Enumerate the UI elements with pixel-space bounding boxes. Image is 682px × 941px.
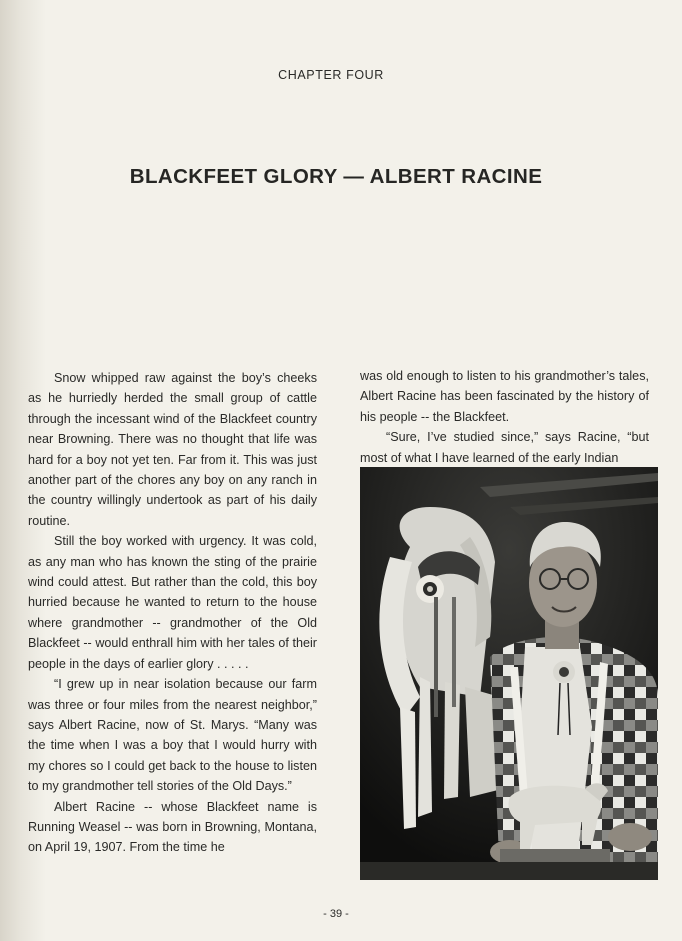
photo-illustration [360, 467, 658, 880]
paragraph: was old enough to listen to his grandmother’s tales, Albert Racine has been fascinated by the history of his people -- the Blackfeet. [360, 369, 649, 424]
chapter-label: CHAPTER FOUR [278, 68, 384, 82]
page-number: - 39 - [323, 908, 349, 920]
right-text-column [360, 366, 649, 468]
chapter-title: BLACKFEET GLORY — ALBERT RACINE [129, 165, 543, 188]
paragraph: Albert Racine -- whose Blackfeet name is Running Weasel -- was born in Browning, Montana, on April 19, 1907. From the time he [28, 799, 317, 855]
paragraph: “Sure, I’ve studied since,” says Racine, “but most of what I have learned of the early Indian [360, 430, 649, 465]
paragraph: Snow whipped raw against the boy’s cheeks as he hurriedly herded the small group of cattle through the incessant wind of the Blackfeet country near Browning. There was no thought that life was hard for a boy not yet ten. Far from it. This was just another part of the chores any boy on any ranch in the country willingly undertook as part of his daily routine. [28, 371, 317, 528]
left-text-column [28, 368, 317, 858]
photograph-albert-racine [360, 467, 658, 880]
paragraph: “I grew up in near isolation because our farm was three or four miles from the nearest neighbor,” says Albert Racine, now of St. Marys. “Many was the time when I was a boy that I would hurry with my chores so I could get back to the house to listen to my grandmother tell stories of the Old Days.” [28, 677, 317, 794]
paragraph: Still the boy worked with urgency. It was cold, as any man who has known the sting of the prairie wind could attest. But rather than the cold, this boy hurried because he wanted to return to the house where grandmother -- grandmother of the Old Blackfeet -- would enthrall him with her tales of their people in the days of earlier glory . . . . . [28, 534, 317, 671]
